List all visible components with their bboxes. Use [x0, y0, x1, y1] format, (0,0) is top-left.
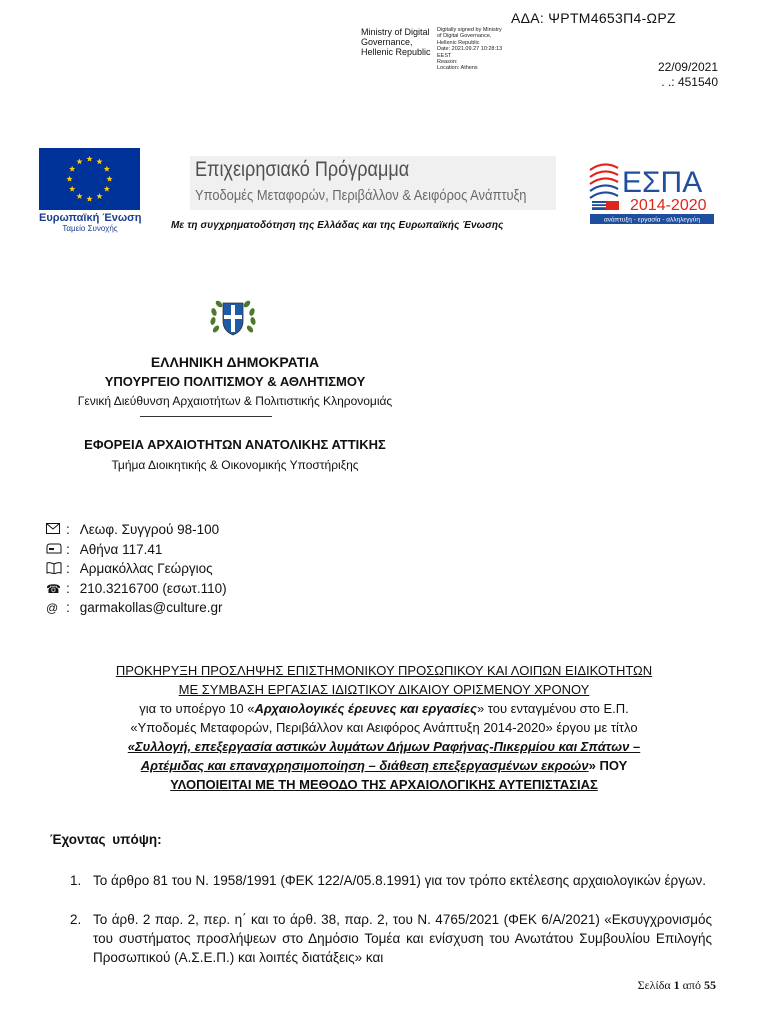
contact-address: : Λεωφ. Συγγρού 98-100 — [46, 522, 219, 537]
espa-years: 2014-2020 — [630, 197, 707, 214]
list-item — [70, 871, 712, 890]
document-date-block — [658, 60, 718, 90]
general-directorate: Γενική Διεύθυνση Αρχαιοτήτων & Πολιτιστικής Κληρονομιάς — [77, 394, 393, 408]
telephone-icon: ☎ — [46, 581, 61, 596]
book-icon — [46, 562, 66, 576]
signature-line: Hellenic Republic — [437, 39, 480, 46]
espa-logo — [588, 152, 716, 230]
ephorate-heading: ΕΦΟΡΕΙΑ ΑΡΧΑΙΟΤΗΤΩΝ ΑΝΑΤΟΛΙΚΗΣ ΑΤΤΙΚΗΣ — [84, 437, 386, 452]
announcement-text: » του ενταγμένου στο Ε.Π. — [476, 701, 629, 716]
signature-line: of Digital Governance, — [437, 33, 492, 40]
envelope-icon — [46, 523, 66, 537]
ministry-heading: ΥΠΟΥΡΓΕΙΟ ΠΟΛΙΤΙΣΜΟΥ & ΑΘΛΗΤΙΣΜΟΥ — [104, 374, 366, 389]
at-sign-icon: @ — [46, 600, 59, 615]
list-item-number: 2. — [70, 912, 82, 927]
announcement-line: ΠΡΟΚΗΡΥΞΗ ΠΡΟΣΛΗΨΗΣ ΕΠΙΣΤΗΜΟΝΙΚΟΥ ΠΡΟΣΩΠΙΚΟΥ ΚΑΙ ΛΟΙΠΩΝ ΕΙΔΙΚΟΤΗΤΩΝ — [115, 663, 653, 678]
eu-name: Ευρωπαϊκή Ένωση — [39, 212, 142, 224]
of-word: από — [682, 978, 701, 992]
op-title: Επιχειρησιακό Πρόγραμμα — [195, 158, 410, 181]
contact-city: : Αθήνα 117.41 — [46, 542, 162, 557]
republic-heading: ΕΛΛΗΝΙΚΗ ΔΗΜΟΚΡΑΤΙΑ — [150, 354, 320, 370]
subproject-title: Αρχαιολογικές έρευνες και εργασίες — [254, 701, 477, 716]
list-item-text: Το άρθρο 81 του Ν. 1958/1991 (ΦΕΚ 122/Α/05.8.1991) για τον τρόπο εκτέλεσης αρχαιολογικών έργων. — [93, 873, 707, 888]
signature-details — [437, 27, 527, 72]
greek-emblem-icon — [208, 293, 258, 343]
announcement-line: «Υποδομές Μεταφορών, Περιβάλλον και Αειφόρος Ανάπτυξη 2014-2020» έργου με τίτλο — [130, 720, 638, 735]
signature-line: Digitally signed by Ministry — [437, 27, 502, 33]
announcement-line — [50, 756, 718, 775]
eu-fund: Ταμείο Συνοχής — [62, 224, 118, 233]
list-item — [70, 910, 712, 967]
project-title: «Συλλογή, επεξεργασία αστικών λυμάτων Δήμων Ραφήνας-Πικερμίου και Σπάτων – — [127, 739, 641, 754]
project-title: Αρτέμιδας και επαναχρησιμοποίηση – διάθεση επεξεργασμένων εκροών — [140, 758, 589, 773]
espa-tagline: ανάπτυξη - εργασία - αλληλεγγύη — [604, 216, 700, 224]
eu-flag-icon — [39, 148, 140, 210]
contact-person: : Αρμακόλλας Γεώργιος — [46, 561, 213, 576]
op-banner — [190, 156, 556, 210]
protocol-number: . .: 451540 — [661, 75, 718, 89]
mailbox-icon — [46, 543, 66, 557]
cofinancing-note: Με τη συγχρηματοδότηση της Ελλάδας και της Ευρωπαϊκής Ένωσης — [171, 220, 504, 231]
announcement-line: ΥΛΟΠΟΙΕΙΤΑΙ ΜΕ ΤΗ ΜΕΘΟΔΟ ΤΗΣ ΑΡΧΑΙΟΛΟΓΙΚΗΣ ΑΥΤΕΠΙΣΤΑΣΙΑΣ — [170, 777, 598, 792]
list-item-number: 1. — [70, 873, 82, 888]
contact-email-text: garmakollas@culture.gr — [79, 600, 223, 615]
signature-organization: Ministry of Digital Governance, Hellenic Republic — [361, 27, 431, 57]
page-footer — [638, 978, 716, 993]
contact-phone: ☎ : 210.3216700 (εσωτ.110) — [46, 581, 227, 596]
contact-phone-text: 210.3216700 (εσωτ.110) — [79, 581, 227, 596]
announcement-text: » ΠΟΥ — [588, 758, 628, 773]
contact-email: @ : garmakollas@culture.gr — [46, 600, 223, 615]
announcement-title — [50, 661, 718, 794]
espa-name: ΕΣΠΑ — [622, 166, 703, 199]
considering-heading: Έχοντας υπόψη: — [50, 832, 162, 847]
document-date: 22/09/2021 — [657, 60, 718, 74]
announcement-line — [50, 699, 718, 718]
announcement-line: ΜΕ ΣΥΜΒΑΣΗ ΕΡΓΑΣΙΑΣ ΙΔΙΩΤΙΚΟΥ ΔΙΚΑΙΟΥ ΟΡΙΣΜΕΝΟΥ ΧΡΟΝΟΥ — [178, 682, 590, 697]
contact-city-text: Αθήνα 117.41 — [79, 542, 163, 557]
page-word: Σελίδα — [637, 978, 671, 992]
announcement-text: για το υποέργο 10 « — [139, 701, 255, 716]
signature-line: Location: Athens — [437, 65, 478, 72]
eu-logo — [39, 148, 141, 233]
contact-person-text: Αρμακόλλας Γεώργιος — [79, 561, 213, 576]
signature-line: EEST — [437, 52, 452, 59]
signature-line: Reason: — [437, 59, 458, 66]
contact-address-text: Λεωφ. Συγγρού 98-100 — [79, 522, 220, 537]
page-number: 1 — [673, 978, 680, 992]
list-item-text: Το άρθ. 2 παρ. 2, περ. η΄ και το άρθ. 38, παρ. 2, του Ν. 4765/2021 (ΦΕΚ 6/Α/2021) «Εκσυγχρονισμός του συστήματος προσλήψεων στο Δημόσιο Τομέα και ενίσχυση του Ανωτάτου Συμβουλίου Επιλογής Προσωπικού (Α.Σ.Ε.Π.) και λοιπές διατάξεις» και — [93, 912, 712, 965]
op-subtitle: Υποδομές Μεταφορών, Περιβάλλον & Αειφόρος Ανάπτυξη — [195, 187, 527, 204]
page-total: 55 — [704, 978, 716, 992]
ada-code: ΑΔΑ: ΨΡΤΜ4653Π4-ΩΡΖ — [511, 10, 676, 26]
divider — [140, 416, 272, 417]
department: Τμήμα Διοικητικής & Οικονομικής Υποστήριξης — [111, 458, 359, 472]
signature-line: Date: 2021.09.27 10:28:13 — [437, 46, 503, 53]
